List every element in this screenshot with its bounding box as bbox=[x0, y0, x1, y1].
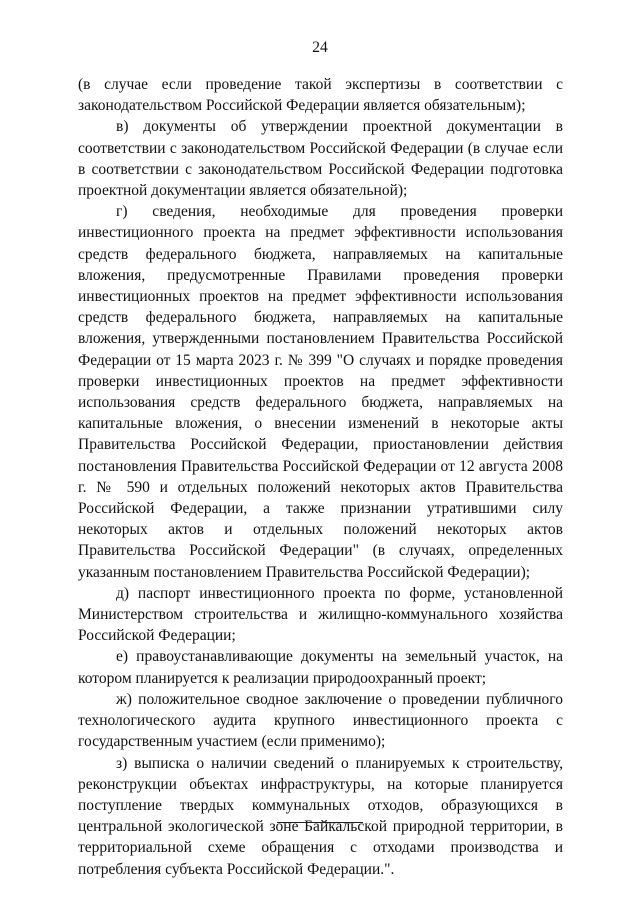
paragraph-item-z: з) выписка о наличии сведений о планируемых к строительству, реконструкции объектах инфраструктуры, на которые планируется поступление твердых коммунальных отходов, образующихся в центральной экологической зоне Байкальской природной территории, в территориальной схеме обращения с отходами производства и потребления субъекта Российской Федерации.". bbox=[78, 754, 563, 878]
paragraph-item-v: в) документы об утверждении проектной документации в соответствии с законодательством Российской Федерации (в случае если в соответствии с законодательством Российской Федерации подготовка проектной документации является обязательной); bbox=[78, 118, 563, 200]
paragraph-item-g: г) сведения, необходимые для проведения проверки инвестиционного проекта на предмет эффективности использования средств федерального бюджета, направляемых на капитальные вложения, предусмотренные Правилами проведения проверки инвестиционных проектов на предмет эффективности использования средств федерального бюджета, направляемых на капитальные вложения, утвержденными постановлением Правительства Российской Федерации от 15 марта 2023 г. № 399 "О случаях и порядке проведения проверки инвестиционных проектов на предмет эффективности использования средств федерального бюджета, направляемых на капитальные вложения, о внесении изменений в некоторые акты Правительства Российской Федерации, приостановлении действия постановления Правительства Российской Федерации от 12 августа 2008 г. № 590 и отдельных положений некоторых актов Правительства Российской Федерации, а также признании утратившими силу некоторых актов и отдельных положений некоторых актов Правительства Российской Федерации" (в случаях, определенных указанным постановлением Правительства Российской Федерации); bbox=[78, 203, 563, 581]
paragraph-item-d: д) паспорт инвестиционного проекта по форме, установленной Министерством строительства и жилищно-коммунального хозяйства Российской Федерации; bbox=[78, 584, 563, 645]
page-number: 24 bbox=[312, 39, 328, 56]
paragraph-item-zh: ж) положительное сводное заключение о проведении публичного технологического аудита крупного инвестиционного проекта с государственным участием (если применимо); bbox=[78, 690, 563, 751]
document-body bbox=[78, 74, 563, 880]
paragraph-continuation: (в случае если проведение такой экспертизы в соответствии с законодательством Российской Федерации является обязательным); bbox=[78, 76, 563, 115]
end-of-text-rule bbox=[277, 822, 363, 823]
paragraph-item-e: е) правоустанавливающие документы на земельный участок, на котором планируется к реализации природоохранный проект; bbox=[78, 648, 563, 687]
